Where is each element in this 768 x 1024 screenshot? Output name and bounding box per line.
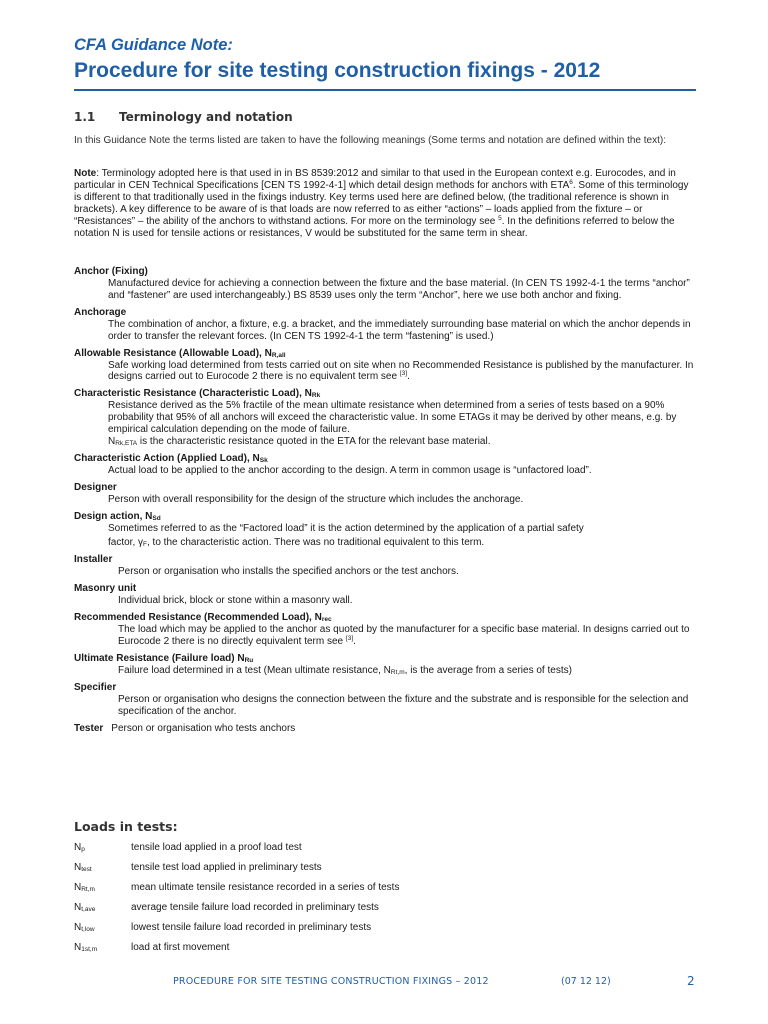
term-name: Masonry unit: [74, 583, 137, 595]
term-characteristic-action: [74, 453, 696, 477]
load-description: lowest tensile failure load recorded in preliminary tests: [131, 922, 372, 933]
load-symbol: [74, 922, 95, 934]
term-definition: The combination of anchor, a fixture, e.g. a bracket, and the immediately surrounding base material on which the anchor depends in order to transfer the relevant forces. (In CEN TS 1992-4-1 the term “fastening” is used.): [108, 318, 691, 342]
note-text-1: : Terminology adopted here is that used in in BS 8539:2012 and similar to that used in the European context e.g. Eurocodes, and in particular in CEN Technical Specifications [CEN TS 1992-4-1] which detail design methods for anchors with ETA: [74, 168, 676, 192]
term-name: Anchorage: [74, 306, 127, 318]
load-item: [74, 862, 694, 882]
section-heading: [74, 110, 293, 124]
note-text-3: . In the definitions referred to below the notation N is used for tensile actions or resistances, V would be substituted for the same term in shear.: [74, 216, 675, 240]
term-name-text: Ultimate Resistance (Failure load) N: [74, 653, 245, 665]
symbol: factor, γ: [108, 537, 144, 549]
term-subscript: rec: [321, 616, 332, 624]
section-title: Terminology and notation: [119, 110, 293, 124]
term-subscript: Sk: [259, 456, 268, 464]
term-definition: [74, 360, 696, 384]
load-symbol: [74, 942, 97, 954]
term-name-text: Tester: [74, 722, 104, 734]
term-designer: [74, 482, 696, 506]
load-description: tensile load applied in a proof load test: [131, 842, 302, 853]
note-text-2: . Some of this terminology is different to that traditionally used in the fixings industry. Key terms used here are defined below, (the traditional reference is shown in brackets). A key difference to be aware of is that loads are now referred to as either “actions” – loads applied from the fixture – or “Resistances” – the ability of the anchors to withstand actions. For more on the terminology see: [74, 180, 689, 228]
term-definition: Sometimes referred to as the “Factored load” it is the action determined by the application of a partial safety: [108, 522, 584, 534]
term-installer: [74, 554, 696, 578]
term-name: Specifier: [74, 682, 117, 694]
term-name: Installer: [74, 554, 113, 566]
loads-list: [74, 842, 694, 962]
load-item: [74, 882, 694, 902]
term-name: Designer: [74, 481, 117, 493]
symbol: N: [74, 862, 82, 873]
term-tester: [74, 723, 696, 735]
symbol-subscript: test: [81, 866, 92, 873]
term-name: [74, 723, 696, 735]
loads-heading: Loads in tests:: [74, 819, 178, 834]
term-subscript: Rk: [311, 392, 321, 400]
term-definition: Person with overall responsibility for the design of the structure which includes the anchorage.: [108, 493, 524, 505]
page-number: 2: [687, 974, 695, 988]
term-characteristic-resistance: [74, 388, 696, 447]
symbol-subscript: p: [81, 846, 85, 853]
footer-title: PROCEDURE FOR SITE TESTING CONSTRUCTION FIXINGS – 2012: [173, 976, 489, 987]
symbol: N: [74, 942, 82, 953]
load-item: [74, 842, 694, 862]
term-design-action: [74, 511, 696, 550]
load-description: mean ultimate tensile resistance recorded in a series of tests: [131, 882, 400, 893]
guidance-note-label: CFA Guidance Note:: [74, 36, 233, 54]
term-definition: Person or organisation who installs the specified anchors or the test anchors.: [118, 566, 459, 578]
term-subscript: Ru: [244, 657, 254, 665]
symbol: N: [74, 842, 82, 853]
symbol-subscript: t,low: [81, 926, 95, 933]
reference-marker: [3]: [345, 635, 354, 643]
term-definition-end: .: [353, 636, 356, 648]
term-anchorage: [74, 307, 696, 343]
term-allowable-resistance: [74, 348, 696, 384]
load-description: load at first movement: [131, 942, 230, 953]
term-name-text: Recommended Resistance (Recommended Load), N: [74, 612, 322, 624]
intro-paragraph: In this Guidance Note the terms listed are taken to have the following meanings (Some terms and notation are defined within the text):: [74, 135, 666, 146]
note-ref-1: 6: [569, 179, 573, 187]
term-definition-text: is the characteristic resistance quoted in the ETA for the relevant base material.: [137, 435, 491, 447]
note-label: Note: [74, 168, 97, 179]
symbol-subscript: F: [143, 541, 147, 549]
term-subscript: Sd: [152, 514, 161, 522]
symbol: N: [108, 435, 116, 447]
symbol-subscript: Rt,m: [81, 886, 95, 893]
term-subscript: R,all: [271, 351, 286, 359]
note-paragraph: [74, 168, 694, 241]
load-description: average tensile failure load recorded in preliminary tests: [131, 902, 379, 913]
symbol-subscript: 1st,m: [81, 946, 98, 953]
term-definition: Person or organisation who tests anchors: [111, 722, 296, 734]
load-symbol: [74, 902, 95, 914]
symbol-subscript: Rt,m: [390, 669, 405, 677]
term-definition-text: Failure load determined in a test (Mean ultimate resistance, N: [118, 665, 391, 677]
term-name-text: Design action, N: [74, 510, 153, 522]
document-title: Procedure for site testing construction fixings - 2012: [74, 59, 601, 82]
load-item: [74, 922, 694, 942]
load-description: tensile test load applied in preliminary tests: [131, 862, 322, 873]
term-name-text: Allowable Resistance (Allowable Load), N: [74, 347, 272, 359]
term-name: [74, 612, 696, 624]
section-number: 1.1: [74, 110, 96, 124]
load-item: [74, 942, 694, 962]
term-ultimate-resistance: [74, 653, 696, 677]
term-definition: [74, 624, 696, 648]
term-recommended-resistance: [74, 612, 696, 648]
term-definition: Actual load to be applied to the anchor according to the design. A term in common usage is “unfactored load”.: [108, 464, 592, 476]
reference-marker: [3]: [399, 370, 408, 378]
term-name: [74, 453, 696, 465]
term-definition-text: , to the characteristic action. There was no traditional equivalent to this term.: [147, 537, 485, 549]
term-anchor: [74, 266, 696, 302]
symbol: N: [74, 882, 82, 893]
term-definition-text-end: , is the average from a series of tests): [404, 665, 572, 677]
term-definition: Person or organisation who designs the connection between the fixture and the substrate and is responsible for the selection and specification of the anchor.: [118, 694, 689, 717]
header-rule: [74, 89, 696, 91]
term-specifier: [74, 682, 696, 718]
term-definition-end: .: [407, 371, 410, 383]
term-definition: Individual brick, block or stone within a masonry wall.: [118, 595, 353, 607]
term-name: [74, 653, 696, 665]
symbol-subscript: Rk,ETA: [115, 439, 138, 447]
load-item: [74, 902, 694, 922]
term-name: [74, 511, 696, 523]
term-definition: Resistance derived as the 5% fractile of the mean ultimate resistance when determined from a series of tests based on a 90% probability that 95% of all anchors will exceed the characteristic value. In some ETAGs it may be derived by other means, e.g. by empirical calculation depending on the mode of failure.: [108, 400, 677, 435]
footer-date: (07 12 12): [561, 976, 611, 987]
term-masonry-unit: [74, 583, 696, 607]
symbol-subscript: t,ave: [81, 906, 96, 913]
symbol: N: [74, 922, 82, 933]
term-definition: Manufactured device for achieving a connection between the fixture and the base material. (In CEN TS 1992-4-1 the terms “anchor” and “fastener” are used interchangeably.) BS 8539 uses only the term “Anchor”, here we use both anchor and fixing.: [108, 278, 690, 301]
term-name-text: Characteristic Resistance (Characteristic Load), N: [74, 388, 312, 400]
symbol: N: [74, 902, 82, 913]
note-ref-2: 5: [498, 215, 502, 223]
load-symbol: [74, 862, 92, 874]
term-name: Anchor (Fixing): [74, 266, 148, 277]
term-name: [74, 348, 696, 360]
term-definition-text: Safe working load determined from tests carried out on site when no Recommended Resistance is published by the manufacturer. In designs carried out to Eurocode 2 there is no equivalent term see: [108, 359, 694, 383]
term-name: [74, 388, 696, 400]
term-definition-extra: [74, 436, 696, 448]
term-definition: [74, 665, 696, 677]
load-symbol: [74, 882, 95, 894]
terms-list: [74, 266, 696, 740]
term-definition-text: The load which may be applied to the anchor as quoted by the manufacturer for a specific base material. In designs carried out to Eurocode 2 there is no directly equivalent term see: [118, 624, 690, 648]
load-symbol: [74, 842, 85, 854]
term-definition-extra: [74, 537, 696, 549]
term-name-text: Characteristic Action (Applied Load), N: [74, 452, 260, 464]
